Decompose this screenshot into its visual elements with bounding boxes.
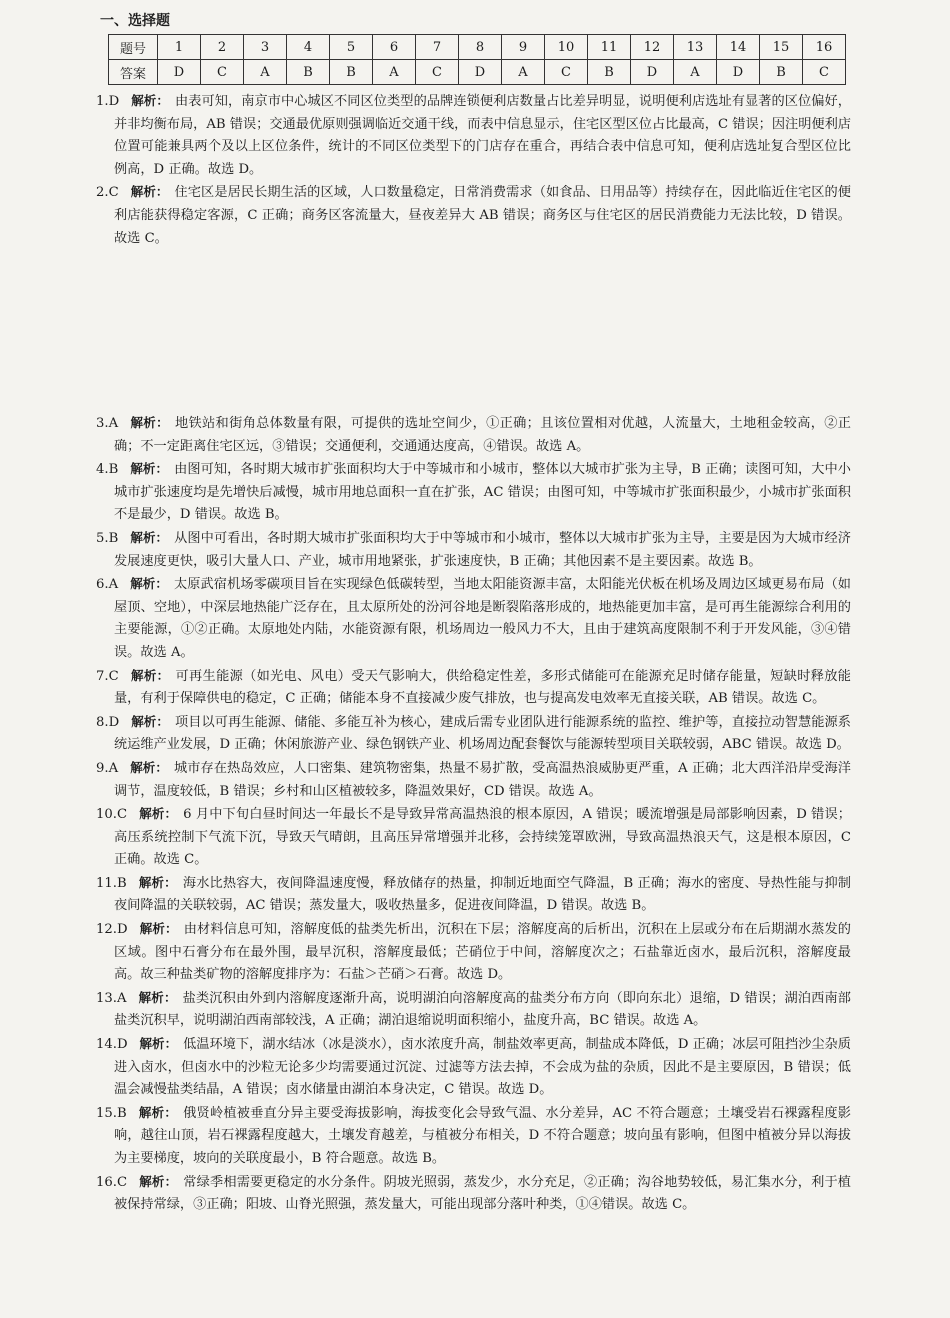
explanation-item — [96, 803, 851, 872]
answer-cell: C — [416, 60, 459, 85]
item-number: 14.D — [96, 1037, 128, 1053]
table-row-answers — [109, 60, 846, 85]
question-number: 6 — [373, 35, 416, 60]
question-number: 8 — [459, 35, 502, 60]
item-text: 海水比热容大，夜间降温速度慢，释放储存的热量，抑制近地面空气降温，B 正确；海水的密度、导热性能与抑制夜间降温的关联较弱，AC 错误；蒸发量大，吸收热量多，促进夜间降温，D 错误。故选 B。 — [114, 875, 851, 914]
question-number: 4 — [287, 35, 330, 60]
answer-cell: D — [631, 60, 674, 85]
explanation-item — [96, 711, 851, 757]
answer-cell: B — [330, 60, 373, 85]
section-title: 一、选择题 — [100, 13, 170, 29]
analysis-tag: 解析： — [138, 989, 177, 1005]
analysis-tag: 解析： — [130, 415, 169, 430]
item-text: 由表可知，南京市中心城区不同区位类型的品牌连锁便利店数量占比差异明显，说明便利店选址有显著的区位偏好，并非均衡布局，AB 错误；交通最优原则强调临近交通干线，而表中信息显示，住宅区型区位占比最高，C 错误；因注明便利店位置可能兼具两个及以上区位条件，统计的不同区位类型下的门店存在重合，再结合表中信息可知，便利店选址复合型区位比例高，D 正确。故选 D。 — [114, 94, 851, 177]
item-text: 由图可知，各时期大城市扩张面积均大于中等城市和小城市，整体以大城市扩张为主导，B 正确；读图可知，大中小城市扩张速度均是先增快后减慢，城市用地总面积一直在扩张，AC 错误；由图可知，中等城市扩张面积最少，小城市扩张面积不是最少，D 错误。故选 B。 — [114, 462, 851, 523]
analysis-tag: 解析： — [130, 461, 169, 477]
analysis-tag: 解析： — [139, 1036, 178, 1052]
item-number: 16.C — [96, 1174, 128, 1190]
item-text: 常绿季相需要更稳定的水分条件。阴坡光照弱，蒸发少，水分充足，②正确；沟谷地势较低，易汇集水分，利于植被保持常绿，③正确；阳坡、山脊光照强，蒸发量大，可能出现部分落叶种类，①④错误。故选 C。 — [114, 1174, 851, 1213]
item-number: 7.C — [96, 668, 119, 684]
answer-table — [108, 34, 846, 85]
item-number: 5.B — [96, 530, 119, 546]
question-number: 3 — [244, 35, 287, 60]
answer-cell: B — [760, 60, 803, 85]
explanations-top — [96, 90, 851, 250]
answer-cell: D — [158, 60, 201, 85]
item-number: 6.A — [96, 577, 119, 593]
analysis-tag: 解析： — [139, 806, 178, 822]
item-number: 3.A — [96, 416, 119, 431]
analysis-tag: 解析： — [130, 576, 168, 592]
question-number: 1 — [158, 35, 201, 60]
explanation-item — [96, 918, 851, 987]
item-text: 由材料信息可知，溶解度低的盐类先析出，沉积在下层；溶解度高的后析出，沉积在上层或分布在后期湖水蒸发的区域。图中石膏分布在最外围，最早沉积，溶解度最低；芒硝位于中间，溶解度次之；石盐靠近卤水，最后沉积，溶解度最高。故三种盐类矿物的溶解度排序为：石盐＞芒硝＞石膏。故选 D。 — [114, 922, 851, 983]
explanation-item — [96, 90, 851, 181]
analysis-tag: 解析： — [131, 93, 169, 108]
analysis-tag: 解析： — [130, 529, 169, 545]
explanations-bottom — [96, 412, 851, 1217]
explanation-item — [96, 458, 851, 527]
answer-cell: D — [717, 60, 760, 85]
explanation-item — [96, 412, 851, 458]
row-label: 题号 — [109, 35, 158, 60]
question-number: 15 — [760, 35, 803, 60]
question-number: 5 — [330, 35, 373, 60]
analysis-tag: 解析： — [139, 1173, 178, 1189]
explanation-item — [96, 987, 851, 1033]
item-number: 13.A — [96, 990, 127, 1006]
explanation-item — [96, 872, 851, 918]
table-row-numbers — [109, 35, 846, 60]
item-text: 城市存在热岛效应，人口密集、建筑物密集，热量不易扩散，受高温热浪威胁更严重，A 正确；北大西洋沿岸受海洋调节，温度较低，B 错误；乡村和山区植被较多，降温效果好，CD 错误。故选 A。 — [114, 760, 851, 799]
analysis-tag: 解析： — [130, 667, 170, 683]
item-number: 1.D — [96, 94, 120, 109]
item-number: 10.C — [96, 807, 128, 823]
item-text: 从图中可看出，各时期大城市扩张面积均大于中等城市和小城市，整体以大城市扩张为主导，主要是因为大城市经济发展速度更快，吸引大量人口、产业，城市用地紧张，扩张速度快，B 正确；其他因素不是主要因素。故选 B。 — [114, 530, 851, 569]
item-number: 2.C — [96, 185, 119, 201]
item-text: 盐类沉积由外到内溶解度逐渐升高，说明湖泊向溶解度高的盐类分布方向（即向东北）退缩，D 错误；湖泊西南部盐类沉积早，说明湖泊西南部较浅，A 正确；湖泊退缩说明面积缩小，盐度升高，BC 错误。故选 A。 — [114, 990, 851, 1029]
question-number: 10 — [545, 35, 588, 60]
answer-cell: A — [502, 60, 545, 85]
item-number: 12.D — [96, 922, 128, 938]
item-number: 9.A — [96, 760, 119, 776]
explanation-item — [96, 757, 851, 803]
question-number: 12 — [631, 35, 674, 60]
answer-cell: B — [588, 60, 631, 85]
analysis-tag: 解析： — [130, 184, 169, 200]
item-number: 15.B — [96, 1105, 127, 1121]
question-number: 14 — [717, 35, 760, 60]
analysis-tag: 解析： — [130, 759, 168, 775]
explanation-item — [96, 573, 851, 664]
item-text: 6 月中下旬白昼时间达一年最长不是导致异常高温热浪的根本原因，A 错误；暖流增强是局部影响因素，D 错误；高压系统控制下气流下沉，导致天气晴朗，且高压异常增强并北移，会持续笼罩欧洲，导致高温热浪天气，这是根本原因，C 正确。故选 C。 — [114, 807, 851, 868]
item-text: 低温环境下，湖水结冰（冰是淡水），卤水浓度升高，制盐效率更高，制盐成本降低，D 正确；冰层可阻挡沙尘杂质进入卤水，但卤水中的沙粒无论多少均需要通过沉淀、过滤等方法去掉，不会成为盐的杂质，因此不是主要原因，B 错误；低温会减慢盐类结晶，A 错误；卤水储量由湖泊本身决定，C 错误。故选 D。 — [114, 1037, 851, 1098]
answer-cell: C — [201, 60, 244, 85]
explanation-item — [96, 665, 851, 711]
explanation-item — [96, 1033, 851, 1102]
answer-cell: A — [244, 60, 287, 85]
row-label: 答案 — [109, 60, 158, 85]
item-number: 11.B — [96, 875, 127, 891]
question-number: 7 — [416, 35, 459, 60]
question-number: 13 — [674, 35, 717, 60]
answer-cell: D — [459, 60, 502, 85]
question-number: 11 — [588, 35, 631, 60]
explanation-item — [96, 1102, 851, 1171]
analysis-tag: 解析： — [139, 921, 178, 937]
item-text: 可再生能源（如光电、风电）受天气影响大，供给稳定性差，多形式储能可在能源充足时储存能量，短缺时释放能量，有利于保障供电的稳定，C 正确；储能本身不直接减少废气排放，也与提高发电效率无直接关联，AB 错误。故选 C。 — [114, 668, 851, 707]
answer-cell: C — [803, 60, 846, 85]
explanation-item — [96, 1171, 851, 1217]
item-number: 4.B — [96, 462, 119, 478]
question-number: 2 — [201, 35, 244, 60]
item-text: 太原武宿机场零碳项目旨在实现绿色低碳转型，当地太阳能资源丰富，太阳能光伏板在机场及周边区域更易布局（如屋顶、空地），中深层地热能广泛存在，且太原所处的汾河谷地是断裂陷落形成的，地热能更加丰富，是可再生能源综合利用的主要能源，①②正确。太原地处内陆，水能资源有限，机场周边一般风力不大，且由于建筑高度限制不利于开发风能，③④错误。故选 A。 — [114, 577, 851, 660]
answer-cell: C — [545, 60, 588, 85]
analysis-tag: 解析： — [131, 713, 169, 729]
answer-cell: A — [674, 60, 717, 85]
answer-cell: B — [287, 60, 330, 85]
explanation-item — [96, 181, 851, 250]
answer-cell: A — [373, 60, 416, 85]
item-number: 8.D — [96, 714, 120, 730]
question-number: 16 — [803, 35, 846, 60]
explanation-item — [96, 527, 851, 573]
question-number: 9 — [502, 35, 545, 60]
item-text: 项目以可再生能源、储能、多能互补为核心，建成后需专业团队进行能源系统的监控、维护等，直接拉动智慧能源系统运维产业发展，D 正确；休闲旅游产业、绿色钢铁产业、机场周边配套餐饮与能源转型项目关联较弱，ABC 错误。故选 D。 — [114, 714, 851, 753]
analysis-tag: 解析： — [138, 1104, 178, 1120]
item-text: 住宅区是居民长期生活的区域，人口数量稳定，日常消费需求（如食品、日用品等）持续存在，因此临近住宅区的便利店能获得稳定客源，C 正确；商务区客流量大，昼夜差异大 AB 错误；商务区与住宅区的居民消费能力无法比较，D 错误。故选 C。 — [114, 185, 851, 246]
item-text: 地铁站和街角总体数量有限，可提供的选址空间少，①正确；且该位置相对优越，人流量大，土地租金较高，②正确；不一定距离住宅区远，③错误；交通便利，交通通达度高，④错误。故选 A。 — [114, 416, 851, 454]
analysis-tag: 解析： — [138, 874, 177, 890]
item-text: 俄贤岭植被垂直分异主要受海拔影响，海拔变化会导致气温、水分差异，AC 不符合题意；土壤受岩石裸露程度影响，越往山顶，岩石裸露程度越大，土壤发育越差，与植被分布相关，D 不符合题意；坡向虽有影响，但图中植被分异以海拔为主要梯度，坡向的关联度最小，B 符合题意。故选 B。 — [114, 1105, 851, 1166]
